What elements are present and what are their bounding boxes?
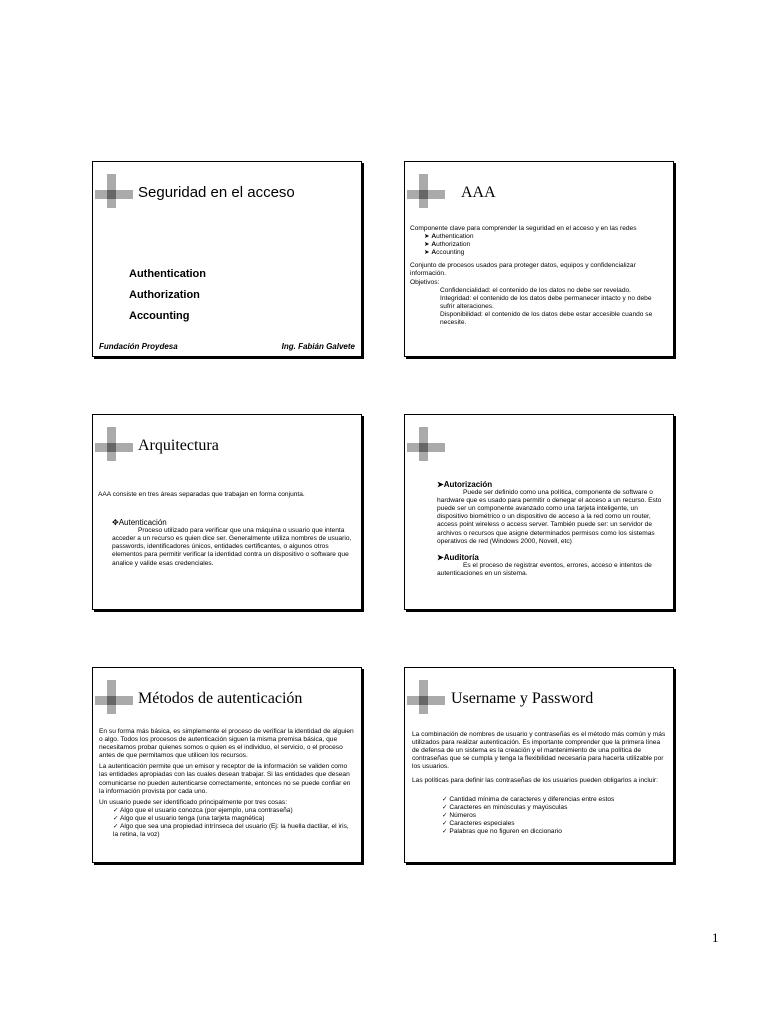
check-item: ✓ Algo que sea una propiedad intrínseca del usuario (Ej: la huella dactilar, el iris, la retina, la voz) (113, 823, 349, 839)
slide-title: Arquitectura (138, 437, 219, 454)
check-item: ✓ Algo que el usuario tenga (una tarjeta magnética) (113, 814, 265, 822)
slide-seguridad-acceso (92, 161, 362, 357)
check-item: ✓ Caracteres en minúsculas y mayúsculas (442, 803, 568, 811)
item-heading: ✥Autenticación (112, 518, 167, 528)
objective-item: Integridad: el contenido de los datos debe permanecer intacto y no debe sufrir alteraciones. (440, 294, 652, 310)
item-text: Es el proceso de registrar eventos, errores, acceso e intentos de autenticaciones en un sistema. (437, 561, 652, 577)
slide-arquitectura (92, 414, 362, 610)
slide-corner-decoration (405, 676, 445, 716)
objetivos-label: Objetivos: (410, 278, 440, 286)
wingding-bullet-icon: ✥ (112, 518, 119, 528)
objective-item: Confidencialidad: el contenido de los datos no debe ser revelado. (440, 286, 631, 294)
slide-corner-decoration (93, 423, 133, 463)
description-text: Conjunto de procesos usados para proteger datos, equipos y confidencializar información. (410, 262, 636, 278)
slide-corner-decoration (405, 423, 445, 463)
item-initial: A (431, 241, 437, 249)
footer-author: Ing. Fabián Galvete (281, 342, 355, 351)
slide-title: Métodos de autenticación (138, 690, 303, 707)
arrow-icon: ➤ (424, 249, 432, 257)
slide-title: Username y Password (451, 690, 594, 707)
check-icon: ✓ (113, 814, 120, 822)
check-item: ✓ Cantidad mínima de caracteres y diferencias entre estos (442, 795, 615, 803)
item-rest: uthorization (436, 241, 471, 249)
intro-text: AAA consiste en tres áreas separadas que trabajan en forma conjunta. (98, 491, 305, 498)
check-item: ✓ Caracteres especiales (442, 819, 515, 827)
paragraph: Un usuario puede ser identificado principalmente por tres cosas: (99, 798, 288, 806)
arrow-icon: ➤ (437, 552, 444, 562)
check-icon: ✓ (442, 819, 450, 827)
paragraph: La combinación de nombres de usuario y contraseñas es el método más común y más utilizados para realizar autenticación. Es importante comprender que la primera línea de defensa de un sistema es la creación y el mantenimiento de una política de contraseñas que se cumpla y tenga la flexibilidad necesaria para hacerla utilizable por los usuarios. (412, 731, 666, 771)
slide-body (98, 491, 355, 568)
check-icon: ✓ (442, 795, 450, 803)
paragraph: Las políticas para definir las contraseñas de los usuarios pueden obligarlos a incluir: (412, 777, 658, 785)
slide-corner-decoration (405, 170, 445, 210)
check-item: ✓ Palabras que no figuren en diccionario (442, 827, 562, 835)
check-icon: ✓ (442, 827, 450, 835)
slide-body (437, 481, 667, 578)
item-initial: A (431, 249, 437, 257)
slide-username-password (404, 667, 674, 863)
check-icon: ✓ (442, 803, 450, 811)
slide-body (99, 728, 355, 839)
slide-body (410, 225, 667, 327)
paragraph: La autenticación permite que un emisor y receptor de la información se validen como las entidades apropiadas con las cuales desean trabajar. Si las entidades que desean comunicarse no pueden autenticarse correctamente, entonces no se puede confiar en la información provista por cada uno. (99, 763, 351, 795)
item-heading: ➤Auditoría (437, 552, 479, 562)
item-authentication: Authentication (129, 268, 206, 280)
objective-item: Disponibilidad: el contenido de los datos debe estar accesible cuando se necesite. (440, 310, 653, 327)
item-authorization: Authorization (129, 289, 200, 301)
check-icon: ✓ (113, 806, 120, 814)
slide-autorizacion-auditoria (404, 414, 674, 610)
list-item (410, 233, 667, 241)
paragraph: En su forma más básica, es simplemente el proceso de verificar la identidad de alguien o algo. Todos los procesos de autenticación siguen la misma premisa básica, que necesitamos probar quienes somos o quien es el individuo, el servicio, o el proceso antes de que permitamos que utilicen los recursos. (99, 728, 354, 760)
check-item: ✓ Números (442, 811, 477, 819)
intro-text: Componente clave para comprender la seguridad en el acceso y en las redes (410, 225, 637, 232)
list-item (410, 241, 667, 249)
item-heading: ➤Autorización (437, 480, 493, 489)
slide-title: Seguridad en el acceso (138, 184, 295, 201)
slide-corner-decoration (93, 170, 133, 210)
item-rest: uthentication (436, 233, 474, 241)
slide-metodos-autenticacion (92, 667, 362, 863)
slide-body (412, 731, 667, 836)
list-item (410, 249, 667, 257)
item-text: Proceso utilizado para verificar que una máquina o usuario que intenta acceder a un recurso es quien dice ser. Generalmente utiliza nombres de usuario, passwords, identificadores únicos, entidades certificantes, o algunos otros elementos para permitir verificar la identidad contra un dispositivo o software que analice y valide esas credenciales. (112, 527, 352, 567)
item-text: Puede ser definido como una política, componente de software o hardware que es usado para permitir o denegar el acceso a un recurso. Esto puede ser un componente avanzado como una tarjeta inteligente, un dispositivo biométrico o un dispositivo de acceso a la red como un router, access point wireless o access server. También puede ser: un servidor de archivos o recursos que asigne determinados permisos como los sistemas operativos de red (Windows 2000, Novell, etc) (437, 489, 662, 545)
check-item: ✓ Algo que el usuario conozca (por ejemplo, una contraseña) (113, 806, 293, 814)
arrow-icon: ➤ (424, 233, 432, 241)
arrow-icon: ➤ (437, 480, 444, 489)
slide-corner-decoration (93, 676, 133, 716)
check-icon: ✓ (113, 823, 120, 831)
check-icon: ✓ (442, 811, 450, 819)
slide-aaa (404, 161, 674, 357)
item-initial: A (431, 233, 437, 241)
footer-organization: Fundación Proydesa (99, 342, 178, 351)
item-accounting: Accounting (129, 310, 190, 322)
arrow-icon: ➤ (424, 241, 432, 249)
page-number: 1 (712, 930, 719, 945)
item-rest: ccounting (436, 249, 465, 257)
slide-title: AAA (461, 184, 496, 201)
